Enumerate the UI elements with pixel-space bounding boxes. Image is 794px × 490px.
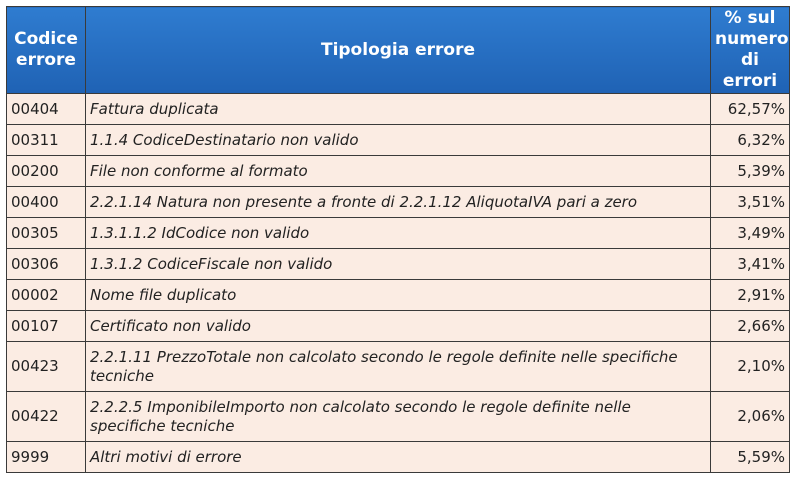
error-description: Fattura duplicata [86, 94, 711, 125]
error-percentage: 62,57% [711, 94, 790, 125]
error-code: 00200 [7, 156, 86, 187]
table-row [7, 342, 790, 392]
header-code: Codice errore [7, 7, 86, 94]
error-code: 00002 [7, 280, 86, 311]
error-description: 2.2.1.11 PrezzoTotale non calcolato secondo le regole definite nelle specifiche tecniche [86, 342, 711, 392]
table-row [7, 249, 790, 280]
error-code: 00400 [7, 187, 86, 218]
error-description: Nome file duplicato [86, 280, 711, 311]
header-pct: % sul numero di errori [711, 7, 790, 94]
error-table [6, 6, 790, 473]
error-percentage: 3,41% [711, 249, 790, 280]
error-percentage: 6,32% [711, 125, 790, 156]
table-row [7, 156, 790, 187]
error-description: Certificato non valido [86, 311, 711, 342]
error-code: 00311 [7, 125, 86, 156]
table-row [7, 218, 790, 249]
error-code: 00423 [7, 342, 86, 392]
table-row [7, 125, 790, 156]
table-row [7, 311, 790, 342]
error-code: 00107 [7, 311, 86, 342]
error-percentage: 2,06% [711, 392, 790, 442]
error-percentage: 3,49% [711, 218, 790, 249]
error-description: File non conforme al formato [86, 156, 711, 187]
error-description: 1.1.4 CodiceDestinatario non valido [86, 125, 711, 156]
error-description: 2.2.1.14 Natura non presente a fronte di 2.2.1.12 AliquotaIVA pari a zero [86, 187, 711, 218]
error-description: Altri motivi di errore [86, 442, 711, 473]
error-percentage: 5,59% [711, 442, 790, 473]
error-code: 00306 [7, 249, 86, 280]
error-code: 9999 [7, 442, 86, 473]
table-row [7, 280, 790, 311]
table-row [7, 187, 790, 218]
error-percentage: 2,66% [711, 311, 790, 342]
table-row [7, 442, 790, 473]
error-percentage: 2,10% [711, 342, 790, 392]
error-code: 00422 [7, 392, 86, 442]
error-code: 00305 [7, 218, 86, 249]
error-percentage: 5,39% [711, 156, 790, 187]
error-description: 1.3.1.1.2 IdCodice non valido [86, 218, 711, 249]
header-row [7, 7, 790, 94]
table-row [7, 392, 790, 442]
error-code: 00404 [7, 94, 86, 125]
error-description: 1.3.1.2 CodiceFiscale non valido [86, 249, 711, 280]
table-row [7, 94, 790, 125]
error-description: 2.2.2.5 ImponibileImporto non calcolato secondo le regole definite nelle specifiche tecniche [86, 392, 711, 442]
header-type: Tipologia errore [86, 7, 711, 94]
error-percentage: 3,51% [711, 187, 790, 218]
error-percentage: 2,91% [711, 280, 790, 311]
